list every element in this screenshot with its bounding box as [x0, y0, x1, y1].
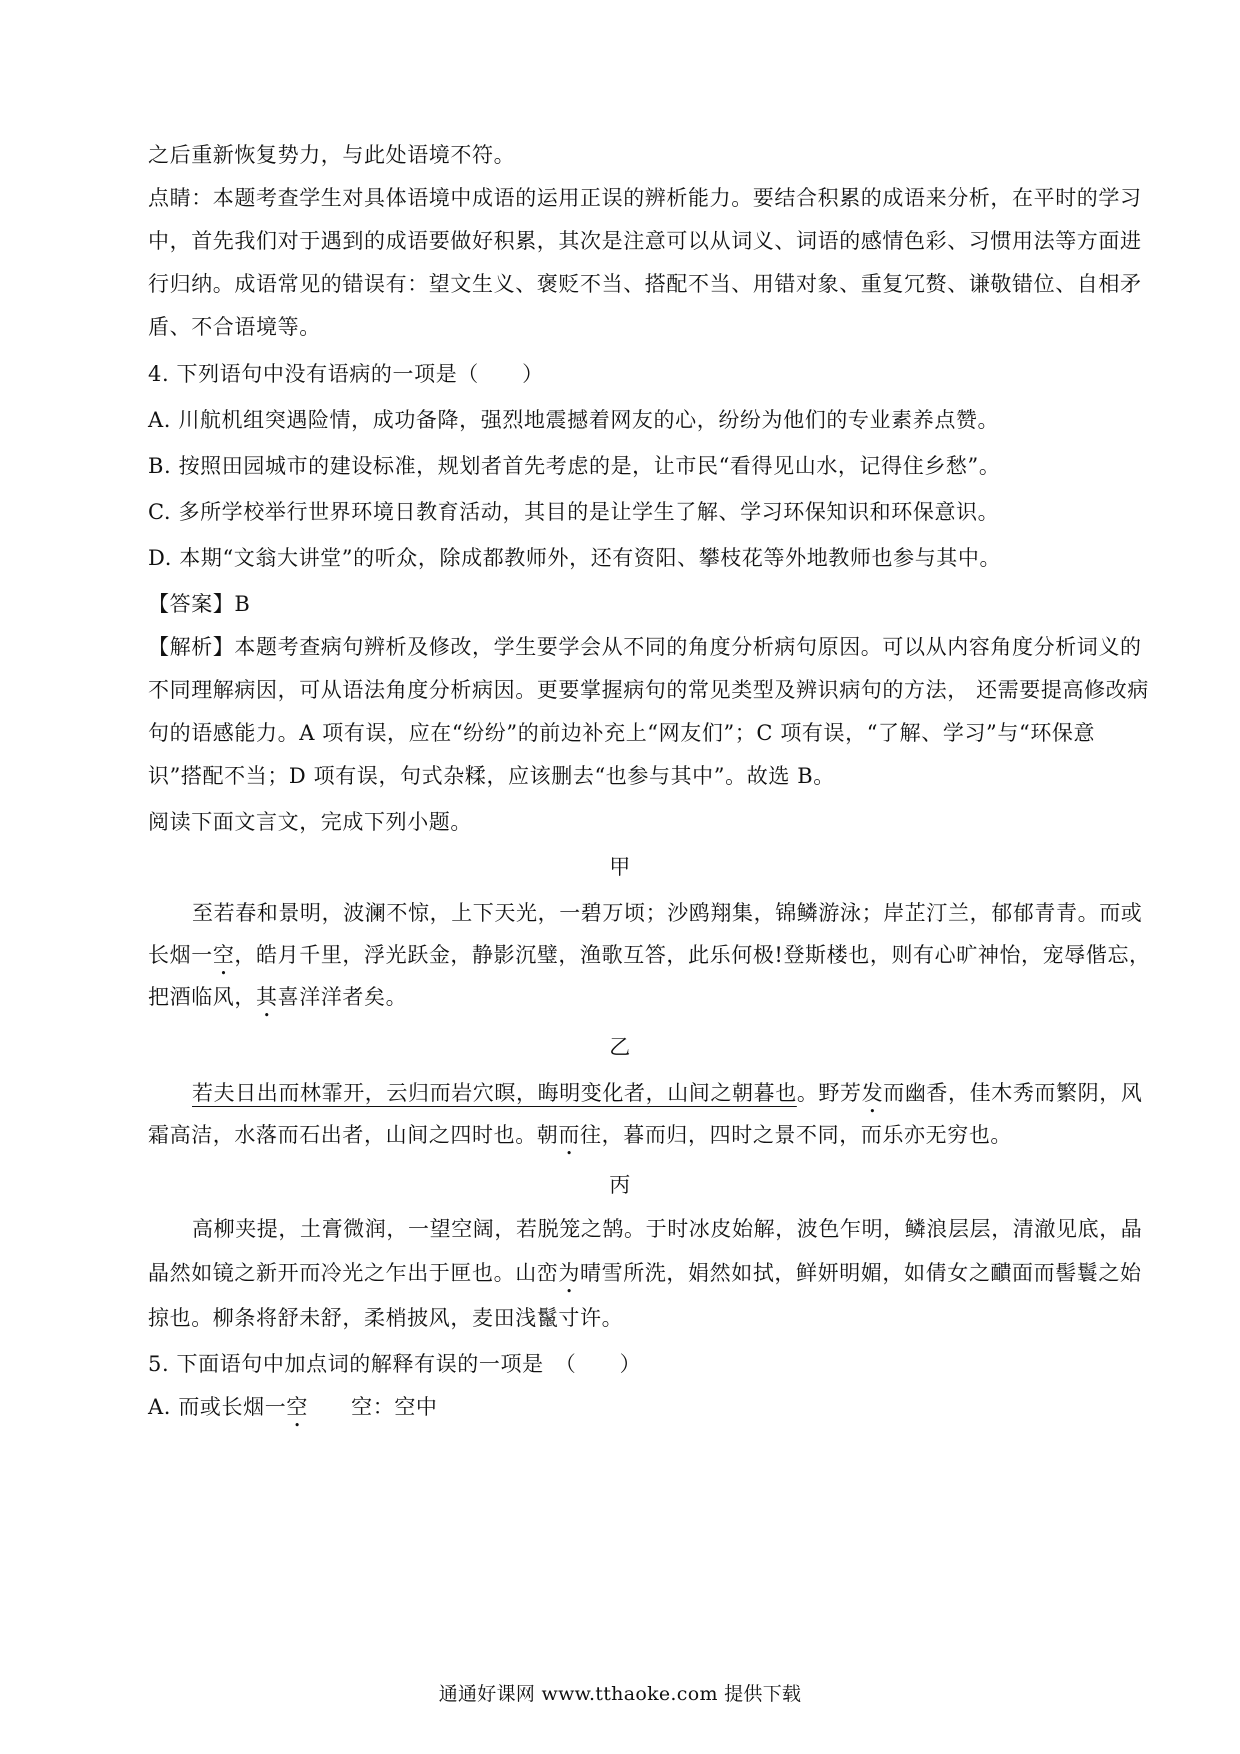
analysis-line-1: 【解析】本题考查病句辨析及修改，学生要学会从不同的角度分析病句原因。可以从内容角度分析词义的: [148, 635, 1142, 659]
question-4: 4. 下列语句中没有语病的一项是（ ）: [148, 362, 544, 386]
reading-intro: 阅读下面文言文，完成下列小题。: [148, 810, 472, 834]
underlined-sentence: 若夫日出而林霏开，云归而岩穴暝，晦明变化者，山间之朝暮也: [192, 1081, 797, 1105]
dotted-char: 为: [558, 1261, 581, 1285]
dotted-char: 空: [212, 943, 235, 967]
option-d: D. 本期“文翁大讲堂”的听众，除成都教师外，还有资阳、攀枝花等外地教师也参与其中。: [148, 546, 1002, 570]
bing-line-2: 晶然如镜之新开而冷光之乍出于匣也。山峦为晴雪所洗，娟然如拭，鲜妍明媚，如倩女之靧面而髻鬟之始: [148, 1261, 1142, 1285]
question-5: 5. 下面语句中加点词的解释有误的一项是 （ ）: [148, 1352, 642, 1376]
yi-line-2: 霜高洁，水落而石出者，山间之四时也。朝而往，暮而归，四时之景不同，而乐亦无穷也。: [148, 1123, 1013, 1147]
jia-line-2: 长烟一空，皓月千里，浮光跃金，静影沉璧，渔歌互答，此乐何极!登斯楼也，则有心旷神怡，宠辱偕忘，: [148, 943, 1151, 967]
dianjing-line-1: 点睛：本题考查学生对具体语境中成语的运用正误的辨析能力。要结合积累的成语来分析，在平时的学习: [148, 186, 1142, 210]
jia-line-3: 把酒临风，其喜洋洋者矣。: [148, 985, 408, 1009]
section-title-jia: 甲: [609, 855, 631, 879]
question-5-option-a: A. 而或长烟一空 空：空中: [148, 1395, 438, 1419]
section-title-bing: 丙: [609, 1173, 631, 1197]
bing-line-1: 高柳夹提，土膏微润，一望空阔，若脱笼之鹄。于时冰皮始解，波色乍明，鳞浪层层，清澈见底，晶: [192, 1217, 1143, 1241]
answer-label: 【答案】B: [148, 592, 251, 616]
yi-line-1: 若夫日出而林霏开，云归而岩穴暝，晦明变化者，山间之朝暮也。野芳发而幽香，佳木秀而繁阴，风: [192, 1081, 1143, 1105]
jia-line-1: 至若春和景明，波澜不惊，上下天光，一碧万顷；沙鸥翔集，锦鳞游泳；岸芷汀兰，郁郁青青。而或: [192, 901, 1143, 925]
dianjing-line-3: 行归纳。成语常见的错误有：望文生义、褒贬不当、搭配不当、用错对象、重复冗赘、谦敬错位、自相矛: [148, 272, 1142, 296]
analysis-line-4: 识”搭配不当；D 项有误，句式杂糅，应该删去“也参与其中”。故选 B。: [148, 764, 835, 788]
analysis-line-2: 不同理解病因，可从语法角度分析病因。更要掌握病句的常见类型及辨识病句的方法， 还需要提高修改病: [148, 678, 1149, 702]
section-title-yi: 乙: [609, 1035, 631, 1059]
option-b: B. 按照田园城市的建设标准，规划者首先考虑的是，让市民“看得见山水，记得住乡愁”。: [148, 454, 1001, 478]
option-a: A. 川航机组突遇险情，成功备降，强烈地震撼着网友的心，纷纷为他们的专业素养点赞。: [148, 408, 1000, 432]
dianjing-line-4: 盾、不合语境等。: [148, 315, 321, 339]
footer-source: 通通好课网 www.tthaoke.com 提供下载: [438, 1683, 802, 1705]
dotted-char: 空: [286, 1395, 308, 1419]
dotted-char: 而: [558, 1123, 581, 1147]
paragraph-line: 之后重新恢复势力，与此处语境不符。: [148, 143, 516, 167]
dotted-char: 发: [861, 1081, 884, 1105]
bing-line-3: 掠也。柳条将舒未舒，柔梢披风，麦田浅鬣寸许。: [148, 1306, 624, 1330]
option-c: C. 多所学校举行世界环境日教育活动，其目的是让学生了解、学习环保知识和环保意识。: [148, 500, 1000, 524]
dianjing-line-2: 中，首先我们对于遇到的成语要做好积累，其次是注意可以从词义、词语的感情色彩、习惯用法等方面进: [148, 229, 1142, 253]
dotted-char: 其: [256, 985, 278, 1009]
analysis-line-3: 句的语感能力。A 项有误，应在“纷纷”的前边补充上“网友们”；C 项有误，“了解、学习”与“环保意: [148, 721, 1096, 745]
